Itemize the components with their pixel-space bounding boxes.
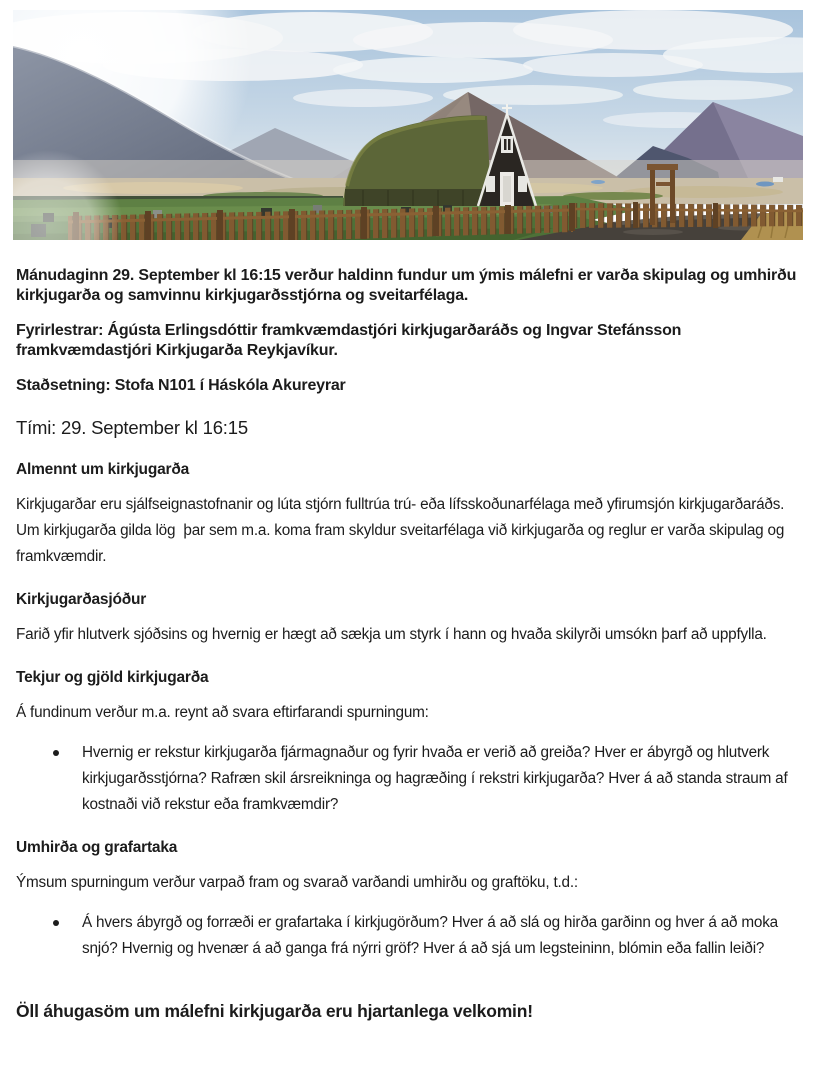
church-window-right [518, 176, 527, 192]
church-window-left [486, 176, 495, 192]
section-body-umhirda: Ýmsum spurningum verður varpað fram og svarað varðandi umhirðu og graftöku, t.d.: [16, 874, 578, 891]
section-body-kirkjugardasjodur: Farið yfir hlutverk sjóðsins og hvernig er hægt að sækja um styrk í hann og hvaða skilyrði umsókn þarf að uppfylla. [16, 626, 767, 643]
belfry-window [501, 136, 513, 153]
intro-paragraph: Mánudaginn 29. September kl 16:15 verður haldinn fundur um ýmis málefni er varða skipulag og umhirðu kirkjugarða og samvinnu kirkjugarðsstjórna og sveitarfélaga. [16, 267, 797, 304]
section-heading-umhirda: Umhirða og grafartaka [16, 839, 178, 856]
section-heading-tekjur: Tekjur og gjöld kirkjugarða [16, 669, 209, 686]
section-heading-almennt: Almennt um kirkjugarða [16, 461, 190, 478]
bullet-list-umhirda [16, 910, 804, 962]
section-body-tekjur: Á fundinum verður m.a. reynt að svara eftirfarandi spurningum: [16, 704, 429, 721]
bullet-item: Á hvers ábyrgð og forræði er grafartaka í kirkjugörðum? Hver á að slá og hirða garðinn og hver á að moka snjó? Hvernig og hvenær á að ganga frá nýrri gröf? Hver á að sjá um legsteininn, blómin eða fallin leiði? [16, 910, 804, 962]
closing-paragraph: Öll áhugasöm um málefni kirkjugarða eru hjartanlega velkomin! [16, 1001, 533, 1021]
turf-wall [345, 189, 491, 206]
section-heading-kirkjugardasjodur: Kirkjugarðasjóður [16, 591, 147, 608]
location-paragraph: Staðsetning: Stofa N101 í Háskóla Akureyrar [16, 377, 346, 394]
lecturers-paragraph: Fyrirlestrar: Ágústa Erlingsdóttir framkvæmdastjóri kirkjugarðaráðs og Ingvar Stefánsson framkvæmdastjóri Kirkjugarða Reykjavíkur. [16, 322, 682, 359]
time-paragraph: Tími: 29. September kl 16:15 [16, 417, 248, 438]
turf-church-landscape [13, 10, 803, 240]
section-body-almennt: Kirkjugarðar eru sjálfseignastofnanir og lúta stjórn fulltrúa trú- eða lífsskoðunarfélaga með yfirumsjón kirkjugarðaráðs. Um kirkjugarða gilda lög þar sem m.a. koma fram skyldur sveitarfélaga við kirkjugarða og reglur er varða skipulag og framkvæmdir. [16, 496, 789, 565]
bullet-list-tekjur [16, 740, 804, 818]
bullet-item: Hvernig er rekstur kirkjugarða fjármagnaður og fyrir hvaða er verið að greiða? Hver er ábyrgð og hlutverk kirkjugarðsstjórna? Rafræn skil ársreikninga og hagræðing í rekstri kirkjugarða? Hver á að standa straum af kostnaði við rekstur eða framkvæmdir? [16, 740, 804, 818]
header-photo [13, 0, 803, 240]
